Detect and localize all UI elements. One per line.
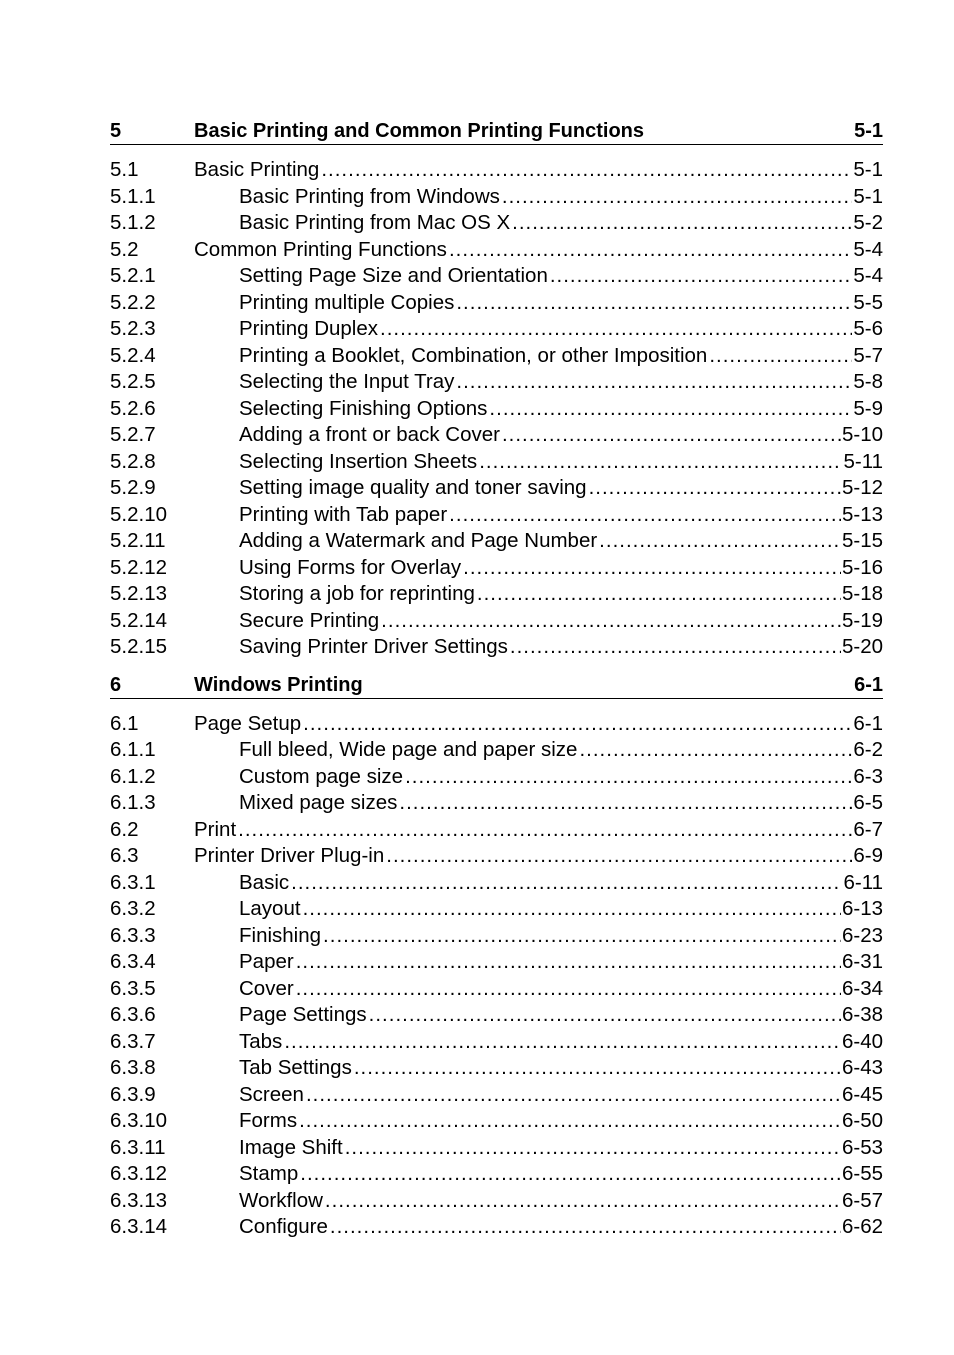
- entry-page-number: 5-6: [853, 317, 883, 340]
- dot-leader: [345, 1135, 841, 1162]
- entry-page-number: 5-15: [841, 529, 883, 552]
- entry-page-number: 6-9: [853, 844, 883, 867]
- dot-leader: [321, 157, 852, 184]
- entry-number: 6.3.3: [110, 923, 156, 947]
- toc-entry[interactable]: [110, 475, 883, 502]
- chapter-page-number: 6-1: [854, 673, 883, 696]
- entry-title: Using Forms for Overlay: [239, 555, 462, 579]
- toc-entry[interactable]: [110, 790, 883, 817]
- entry-number: 6.1: [110, 711, 139, 735]
- toc-entry[interactable]: [110, 1161, 883, 1188]
- chapter-section: [110, 671, 883, 1241]
- entry-title: Mixed page sizes: [239, 791, 398, 814]
- entry-page-number: 6-38: [841, 1003, 883, 1026]
- entry-title: Selecting the Input Tray: [239, 370, 455, 393]
- entry-number: 5.2.11: [110, 529, 166, 552]
- entry-title: Adding a front or back Cover: [239, 423, 500, 446]
- dot-leader: [477, 581, 841, 608]
- entry-page-number: 6-3: [853, 764, 883, 788]
- entry-title: Tabs: [239, 1029, 283, 1053]
- entry-title: Stamp: [239, 1162, 299, 1185]
- toc-entry[interactable]: [110, 711, 883, 738]
- entry-page-number: 5-4: [853, 264, 883, 287]
- entry-title: Basic Printing from Windows: [239, 184, 500, 208]
- dot-leader: [303, 896, 841, 923]
- entry-title: Printer Driver Plug-in: [194, 844, 385, 867]
- dot-leader: [449, 237, 852, 264]
- entry-number: 5.1.1: [110, 184, 156, 208]
- toc-entry[interactable]: [110, 608, 883, 635]
- entry-title: Full bleed, Wide page and paper size: [239, 738, 578, 761]
- entry-number: 6.3.11: [110, 1135, 166, 1159]
- dot-leader: [399, 790, 852, 817]
- entry-page-number: 6-5: [853, 791, 883, 814]
- entry-page-number: 6-43: [841, 1056, 883, 1079]
- entry-number: 6.3.14: [110, 1215, 167, 1238]
- entry-page-number: 5-5: [853, 290, 883, 314]
- entry-number: 6.2: [110, 817, 139, 841]
- entry-page-number: 5-11: [843, 449, 883, 473]
- entry-page-number: 5-7: [853, 343, 883, 367]
- entry-number: 6.3.4: [110, 950, 156, 973]
- entry-title: Setting Page Size and Orientation: [239, 264, 548, 287]
- dot-leader: [589, 475, 841, 502]
- entry-title: Basic Printing: [194, 158, 320, 181]
- entry-title: Printing a Booklet, Combination, or other Imposition: [239, 343, 708, 367]
- toc-entry[interactable]: [110, 555, 883, 582]
- entry-title: Image Shift: [239, 1135, 343, 1159]
- entry-page-number: 6-11: [843, 870, 883, 894]
- entry-page-number: 5-1: [853, 184, 883, 208]
- entry-number: 6.3.13: [110, 1188, 167, 1212]
- entry-number: 5.2.6: [110, 396, 156, 420]
- toc-entry[interactable]: [110, 581, 883, 608]
- entry-title: Printing with Tab paper: [239, 502, 448, 526]
- entry-title: Printing Duplex: [239, 317, 379, 340]
- entry-title: Setting image quality and toner saving: [239, 476, 587, 499]
- entry-title: Custom page size: [239, 764, 404, 788]
- entry-title: Basic Printing from Mac OS X: [239, 211, 511, 234]
- dot-leader: [238, 817, 852, 844]
- dot-leader: [380, 316, 852, 343]
- entry-page-number: 5-10: [841, 423, 883, 446]
- entry-title: Basic: [239, 870, 290, 894]
- entry-page-number: 6-45: [841, 1082, 883, 1106]
- toc-entry[interactable]: [110, 1029, 883, 1056]
- entry-number: 5.2.9: [110, 476, 156, 499]
- entry-title: Printing multiple Copies: [239, 290, 455, 314]
- entry-title: Page Setup: [194, 711, 302, 735]
- entry-number: 5.2.12: [110, 555, 167, 579]
- entry-number: 5.2.7: [110, 423, 156, 446]
- entry-page-number: 6-1: [853, 711, 883, 735]
- entry-number: 5.2.14: [110, 608, 167, 632]
- toc-entry[interactable]: [110, 316, 883, 343]
- entry-title: Screen: [239, 1082, 304, 1106]
- entry-page-number: 5-12: [841, 476, 883, 499]
- entry-page-number: 5-18: [841, 582, 883, 605]
- chapter-section: [110, 117, 883, 661]
- entry-title: Secure Printing: [239, 608, 380, 632]
- entry-title: Print: [194, 817, 237, 841]
- toc-entry[interactable]: [110, 949, 883, 976]
- toc-entry[interactable]: [110, 210, 883, 237]
- toc-entry[interactable]: [110, 1002, 883, 1029]
- dot-leader: [479, 449, 842, 476]
- entry-number: 5.2.3: [110, 317, 156, 340]
- entry-title: Adding a Watermark and Page Number: [239, 529, 598, 552]
- entry-number: 6.1.1: [110, 738, 156, 761]
- entry-number: 6.3.12: [110, 1162, 167, 1185]
- entry-page-number: 5-4: [853, 237, 883, 261]
- dot-leader: [449, 502, 841, 529]
- table-of-contents: [110, 117, 883, 1241]
- entry-page-number: 6-2: [853, 738, 883, 761]
- dot-leader: [296, 976, 841, 1003]
- entry-title: Tab Settings: [239, 1056, 352, 1079]
- toc-entry[interactable]: [110, 528, 883, 555]
- dot-leader: [502, 184, 852, 211]
- chapter-heading[interactable]: [110, 671, 883, 699]
- entry-title: Page Settings: [239, 1003, 367, 1026]
- entry-number: 6.3.6: [110, 1003, 156, 1026]
- dot-leader: [456, 290, 852, 317]
- dot-leader: [579, 737, 852, 764]
- toc-entry[interactable]: [110, 449, 883, 476]
- dot-leader: [299, 1108, 841, 1135]
- entry-page-number: 6-31: [841, 950, 883, 973]
- entry-number: 6.3.5: [110, 976, 156, 1000]
- dot-leader: [456, 369, 852, 396]
- toc-entry[interactable]: [110, 737, 883, 764]
- dot-leader: [599, 528, 841, 555]
- entry-title: Saving Printer Driver Settings: [239, 635, 508, 658]
- dot-leader: [306, 1082, 841, 1109]
- entry-title: Layout: [239, 897, 301, 920]
- toc-entry[interactable]: [110, 764, 883, 791]
- dot-leader: [463, 555, 841, 582]
- entry-number: 6.3.1: [110, 870, 156, 894]
- entry-title: Paper: [239, 950, 294, 973]
- entry-page-number: 6-55: [841, 1162, 883, 1185]
- entry-page-number: 6-50: [841, 1109, 883, 1132]
- entry-number: 5.2.10: [110, 502, 167, 526]
- toc-entry[interactable]: [110, 1188, 883, 1215]
- dot-leader: [550, 263, 853, 290]
- dot-leader: [284, 1029, 841, 1056]
- toc-entry[interactable]: [110, 422, 883, 449]
- toc-entry[interactable]: [110, 343, 883, 370]
- entry-title: Finishing: [239, 923, 322, 947]
- dot-leader: [300, 1161, 841, 1188]
- toc-entry[interactable]: [110, 843, 883, 870]
- entry-page-number: 5-8: [853, 370, 883, 393]
- entry-page-number: 6-34: [841, 976, 883, 1000]
- chapter-page-number: 5-1: [854, 120, 883, 142]
- chapter-number: 5: [110, 120, 122, 142]
- entry-page-number: 5-2: [853, 211, 883, 234]
- entry-number: 6.3.8: [110, 1056, 156, 1079]
- entry-number: 6.3: [110, 844, 139, 867]
- entry-number: 5.2.8: [110, 449, 156, 473]
- dot-leader: [489, 396, 852, 423]
- chapter-number: 6: [110, 673, 122, 696]
- dot-leader: [512, 210, 852, 237]
- toc-entry[interactable]: [110, 1108, 883, 1135]
- entry-title: Selecting Insertion Sheets: [239, 449, 478, 473]
- toc-entry[interactable]: [110, 870, 883, 897]
- entry-number: 6.3.9: [110, 1082, 156, 1106]
- entry-page-number: 6-7: [853, 817, 883, 841]
- entry-page-number: 5-20: [841, 635, 883, 658]
- toc-entry[interactable]: [110, 1055, 883, 1082]
- entry-title: Storing a job for reprinting: [239, 582, 475, 605]
- entry-number: 5.2.13: [110, 582, 167, 605]
- dot-leader: [381, 608, 841, 635]
- entry-title: Configure: [239, 1215, 328, 1238]
- entry-page-number: 5-19: [841, 608, 883, 632]
- toc-entry[interactable]: [110, 263, 883, 290]
- toc-entry[interactable]: [110, 634, 883, 661]
- dot-leader: [291, 870, 842, 897]
- chapter-heading[interactable]: [110, 117, 883, 145]
- toc-entry[interactable]: [110, 290, 883, 317]
- dot-leader: [354, 1055, 841, 1082]
- chapter-title: Basic Printing and Common Printing Functions: [194, 120, 645, 142]
- dot-leader: [386, 843, 852, 870]
- dot-leader: [323, 923, 841, 950]
- entry-title: Selecting Finishing Options: [239, 396, 488, 420]
- entry-number: 6.3.7: [110, 1029, 156, 1053]
- dot-leader: [405, 764, 852, 791]
- entry-number: 6.3.2: [110, 897, 156, 920]
- entry-title: Common Printing Functions: [194, 237, 447, 261]
- toc-entry[interactable]: [110, 1135, 883, 1162]
- entry-page-number: 6-13: [841, 897, 883, 920]
- entry-title: Workflow: [239, 1188, 323, 1212]
- entry-number: 6.3.10: [110, 1109, 167, 1132]
- entry-number: 6.1.2: [110, 764, 156, 788]
- entry-page-number: 5-9: [853, 396, 883, 420]
- dot-leader: [296, 949, 841, 976]
- entry-page-number: 5-1: [853, 158, 883, 181]
- toc-entry[interactable]: [110, 1082, 883, 1109]
- toc-entry[interactable]: [110, 896, 883, 923]
- entry-number: 5.1.2: [110, 211, 156, 234]
- dot-leader: [330, 1214, 841, 1241]
- entry-number: 5.1: [110, 158, 139, 181]
- entry-number: 5.2.2: [110, 290, 156, 314]
- entry-number: 5.2: [110, 237, 139, 261]
- entry-title: Forms: [239, 1109, 298, 1132]
- dot-leader: [502, 422, 841, 449]
- toc-entry[interactable]: [110, 157, 883, 184]
- entry-page-number: 5-13: [841, 502, 883, 526]
- entry-page-number: 5-16: [841, 555, 883, 579]
- toc-entry[interactable]: [110, 502, 883, 529]
- toc-entry[interactable]: [110, 396, 883, 423]
- entry-number: 6.1.3: [110, 791, 156, 814]
- dot-leader: [709, 343, 852, 370]
- entry-number: 5.2.1: [110, 264, 156, 287]
- chapter-title: Windows Printing: [194, 673, 363, 696]
- entry-title: Cover: [239, 976, 294, 1000]
- entry-page-number: 6-62: [841, 1215, 883, 1238]
- entry-number: 5.2.5: [110, 370, 156, 393]
- entry-number: 5.2.15: [110, 635, 167, 658]
- dot-leader: [510, 634, 841, 661]
- entry-page-number: 6-40: [841, 1029, 883, 1053]
- toc-entry[interactable]: [110, 237, 883, 264]
- toc-entry[interactable]: [110, 817, 883, 844]
- entry-page-number: 6-53: [841, 1135, 883, 1159]
- toc-entry[interactable]: [110, 923, 883, 950]
- dot-leader: [369, 1002, 841, 1029]
- toc-entry[interactable]: [110, 369, 883, 396]
- dot-leader: [303, 711, 852, 738]
- entry-page-number: 6-57: [841, 1188, 883, 1212]
- entry-page-number: 6-23: [841, 923, 883, 947]
- dot-leader: [325, 1188, 841, 1215]
- toc-entry[interactable]: [110, 976, 883, 1003]
- toc-entry[interactable]: [110, 184, 883, 211]
- toc-entry[interactable]: [110, 1214, 883, 1241]
- entry-number: 5.2.4: [110, 343, 156, 367]
